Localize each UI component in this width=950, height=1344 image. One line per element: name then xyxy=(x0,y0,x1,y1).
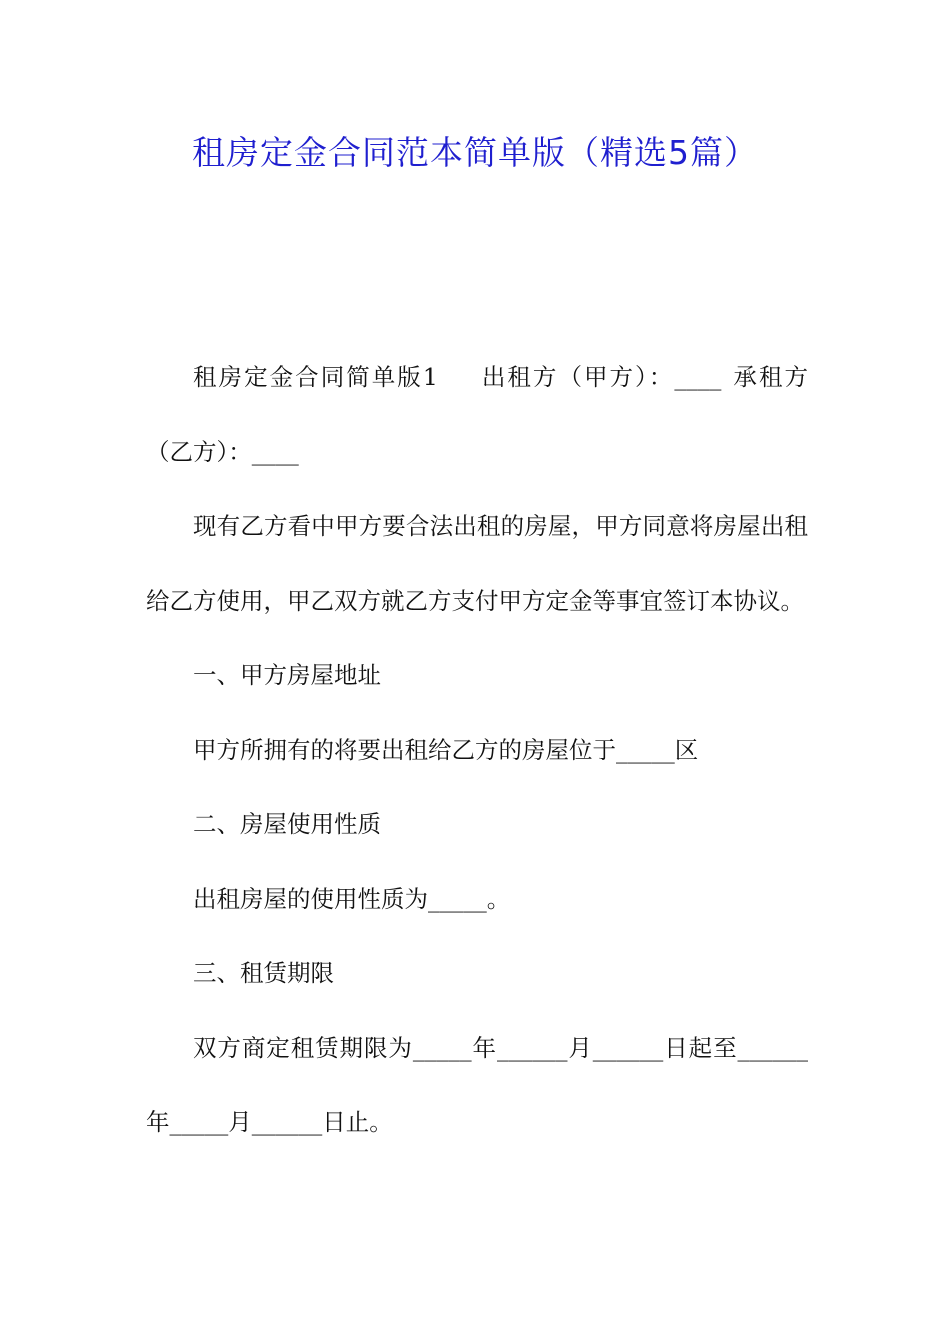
intro-paragraph xyxy=(146,340,808,489)
section-heading-usage: 二、房屋使用性质 xyxy=(193,810,381,838)
address-paragraph: 甲方所拥有的将要出租给乙方的房屋位于_____区 xyxy=(193,735,699,764)
usage-paragraph: 出租房屋的使用性质为_____。 xyxy=(193,884,511,913)
agreement-paragraph: 现有乙方看中甲方要合法出租的房屋，甲方同意将房屋出租给乙方使用，甲乙双方就乙方支付甲方定金等事宜签订本协议。 xyxy=(146,512,808,615)
section-heading-address: 一、甲方房屋地址 xyxy=(193,661,381,689)
document-body xyxy=(146,340,808,1160)
document-title: 租房定金合同范本简单版（精选5篇） xyxy=(192,133,758,172)
lessor-field: 出租方（甲方）：____ xyxy=(479,363,722,391)
contract-heading: 租房定金合同简单版1 xyxy=(193,363,438,391)
term-paragraph: 双方商定租赁期限为_____年______月______日起至______年_____月______日止。 xyxy=(146,1033,808,1136)
section-heading-term: 三、租赁期限 xyxy=(193,959,334,987)
lessee-field: 承租方（乙方）：____ xyxy=(146,363,809,466)
